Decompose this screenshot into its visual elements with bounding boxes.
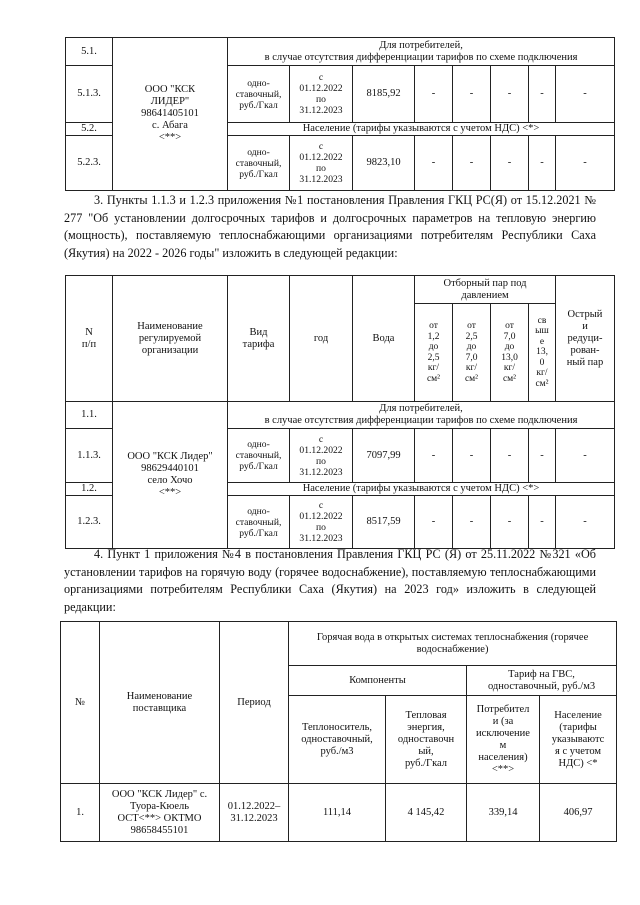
row-number: 1.2.3. bbox=[66, 496, 113, 549]
table-header-row bbox=[61, 622, 617, 666]
row-number: 1.1.3. bbox=[66, 429, 113, 483]
row-number: 5.2. bbox=[66, 123, 113, 136]
sharp-steam-value: - bbox=[556, 66, 615, 123]
steam-value: - bbox=[415, 66, 453, 123]
steam-value: - bbox=[529, 66, 556, 123]
consumers-value: 339,14 bbox=[467, 784, 540, 842]
header-steam: Отборный пар под давлением bbox=[415, 276, 556, 304]
supplier-name: ООО "КСК Лидер" с. Туора-Кюель ОСТ<**> ОКТМО 98658455101 bbox=[100, 784, 220, 842]
header-pressure-4: св ыш е 13, 0 кг/ см² bbox=[529, 304, 556, 402]
heat-carrier-value: 111,14 bbox=[289, 784, 386, 842]
row-number: 5.1. bbox=[66, 38, 113, 66]
steam-value: - bbox=[453, 136, 491, 191]
table-row bbox=[66, 402, 615, 429]
sharp-steam-value: - bbox=[556, 496, 615, 549]
header-pressure-3: от 7,0 до 13,0 кг/ см² bbox=[491, 304, 529, 402]
steam-value: - bbox=[415, 429, 453, 483]
organization-cell: ООО "КСК Лидер" 98629440101 село Хочо <**> bbox=[113, 402, 228, 549]
water-tariff-value: 7097,99 bbox=[353, 429, 415, 483]
steam-value: - bbox=[491, 429, 529, 483]
steam-value: - bbox=[453, 66, 491, 123]
header-number: № bbox=[61, 622, 100, 784]
header-period: Период bbox=[220, 622, 289, 784]
row-number: 5.2.3. bbox=[66, 136, 113, 191]
hot-water-tariff-table bbox=[60, 621, 617, 842]
tariff-period: с 01.12.2022 по 31.12.2023 bbox=[290, 136, 353, 191]
category-header: Население (тарифы указываются с учетом НДС) <*> bbox=[228, 123, 615, 136]
row-number: 1.2. bbox=[66, 483, 113, 496]
steam-value: - bbox=[529, 496, 556, 549]
organization-cell: ООО "КСК ЛИДЕР" 98641405101 с. Абага <**> bbox=[113, 38, 228, 191]
header-number: N п/п bbox=[66, 276, 113, 402]
steam-value: - bbox=[415, 136, 453, 191]
header-supplier: Наименование поставщика bbox=[100, 622, 220, 784]
tariff-type: одно- ставочный, руб./Гкал bbox=[228, 136, 290, 191]
header-population: Население (тарифы указываютс я с учетом НДС) <* bbox=[540, 696, 617, 784]
header-pressure-2: от 2,5 до 7,0 кг/ см² bbox=[453, 304, 491, 402]
population-value: 406,97 bbox=[540, 784, 617, 842]
tariff-table-abaga bbox=[65, 37, 615, 191]
category-header: Для потребителей, в случае отсутствия дифференциации тарифов по схеме подключения bbox=[228, 38, 615, 66]
steam-value: - bbox=[491, 66, 529, 123]
header-year: год bbox=[290, 276, 353, 402]
tariff-period: с 01.12.2022 по 31.12.2023 bbox=[290, 496, 353, 549]
header-hot-water: Горячая вода в открытых системах теплоснабжения (горячее водоснабжение) bbox=[289, 622, 617, 666]
sharp-steam-value: - bbox=[556, 429, 615, 483]
tariff-period: с 01.12.2022 по 31.12.2023 bbox=[290, 66, 353, 123]
table-header-row bbox=[66, 276, 615, 304]
table-row bbox=[61, 784, 617, 842]
header-tariff-type: Вид тарифа bbox=[228, 276, 290, 402]
header-thermal-energy: Тепловая энергия, одноставочн ый, руб./Гкал bbox=[386, 696, 467, 784]
thermal-energy-value: 4 145,42 bbox=[386, 784, 467, 842]
header-water: Вода bbox=[353, 276, 415, 402]
header-components: Компоненты bbox=[289, 666, 467, 696]
header-organization: Наименование регулируемой организации bbox=[113, 276, 228, 402]
steam-value: - bbox=[529, 429, 556, 483]
steam-value: - bbox=[453, 429, 491, 483]
tariff-type: одно- ставочный, руб./Гкал bbox=[228, 429, 290, 483]
header-sharp-steam: Острый и редуци- рован- ный пар bbox=[556, 276, 615, 402]
row-number: 1. bbox=[61, 784, 100, 842]
tariff-type: одно- ставочный, руб./Гкал bbox=[228, 66, 290, 123]
period-value: 01.12.2022– 31.12.2023 bbox=[220, 784, 289, 842]
category-header: Для потребителей, в случае отсутствия дифференциации тарифов по схеме подключения bbox=[228, 402, 615, 429]
header-pressure-1: от 1,2 до 2,5 кг/ см² bbox=[415, 304, 453, 402]
tariff-table-khocho bbox=[65, 275, 615, 549]
paragraph-3: 3. Пункты 1.1.3 и 1.2.3 приложения №1 постановления Правления ГКЦ РС(Я) от 15.12.2021 № 277 "Об установлении долгосрочных тарифов и долгосрочных параметров на тепловую энергию (мощность), поставляемую теплоснабжающими организациями потребителям Республики Саха (Якутия) на 2022 - 2026 годы" изложить в следующей редакции: bbox=[64, 193, 596, 260]
water-tariff-value: 8517,59 bbox=[353, 496, 415, 549]
steam-value: - bbox=[415, 496, 453, 549]
row-number: 1.1. bbox=[66, 402, 113, 429]
steam-value: - bbox=[453, 496, 491, 549]
steam-value: - bbox=[491, 136, 529, 191]
steam-value: - bbox=[491, 496, 529, 549]
row-number: 5.1.3. bbox=[66, 66, 113, 123]
tariff-period: с 01.12.2022 по 31.12.2023 bbox=[290, 429, 353, 483]
tariff-type: одно- ставочный, руб./Гкал bbox=[228, 496, 290, 549]
water-tariff-value: 9823,10 bbox=[353, 136, 415, 191]
header-consumers: Потребител и (за исключение м населения) <**> bbox=[467, 696, 540, 784]
table-row bbox=[66, 38, 615, 66]
water-tariff-value: 8185,92 bbox=[353, 66, 415, 123]
paragraph-4: 4. Пункт 1 приложения №4 в постановления Правления ГКЦ РС (Я) от 25.11.2022 №321 «Об установлении тарифов на горячую воду (горячее водоснабжение), поставляемую теплоснабжающими организациями потребителям Республики Саха (Якутия) на 2023 год» изложить в следующей редакции: bbox=[64, 547, 596, 614]
header-heat-carrier: Теплоноситель, одноставочный, руб./м3 bbox=[289, 696, 386, 784]
steam-value: - bbox=[529, 136, 556, 191]
category-header: Население (тарифы указываются с учетом НДС) <*> bbox=[228, 483, 615, 496]
sharp-steam-value: - bbox=[556, 136, 615, 191]
header-gvs-tariff: Тариф на ГВС, одноставочный, руб./м3 bbox=[467, 666, 617, 696]
